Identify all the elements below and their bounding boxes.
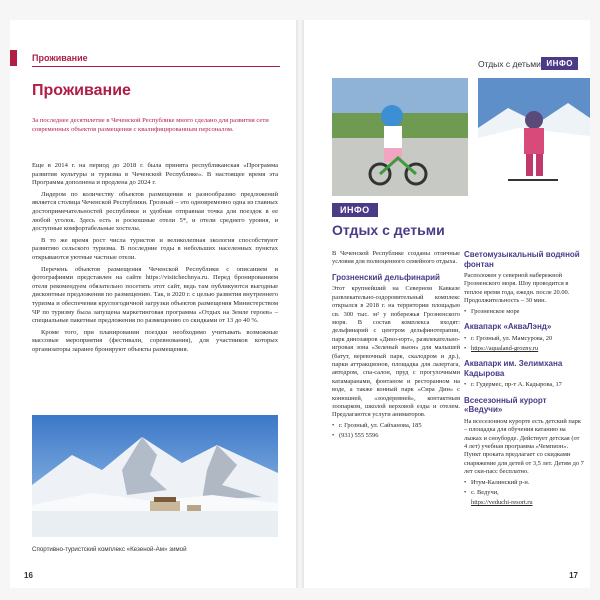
paragraph: Кроме того, при планировании поездки необходимо учитывать возможные массовые мероприятия (фестивали, соревнования), для участников которых организаторы заранее бронируют объекты размещения. [32,328,278,353]
paragraph: Перечень объектов размещения Чеченской Республики с описанием и фотографиями представлен на сайте https://visitchechnya.ru. Перед бронированием отеля рекомендуем обязательно посетить этот сайт, ведь там публикуются выгодные дисконтные предложения по размещению. Так, в 2020 г. с целью развития внутреннего туризма и обеспечения круглогодичной загрузки объектов размещения Министерством ЧР по туризму была запущена маркетинговая программа «Отдых на Земле героев» – специальные пакетные предложения по размещению со скидками от 13 до 40 %. [32,265,278,325]
address-line: • г. Грозный, ул. Мамсурова, 20 [464,335,584,343]
running-head: Отдых с детьми [478,59,541,69]
lead-paragraph: За последнее десятилетие в Чеченской Республике много сделано для развития сети современных объектов размещения с квалифицированным персоналом. [32,117,269,133]
section-tab-marker [10,50,17,66]
info-block-label: ИНФО [332,203,378,217]
book-gutter [296,20,304,588]
address-line: • с. Ведучи, [464,489,584,497]
info-tag: ИНФО [541,57,578,70]
running-head: Проживание [32,53,88,63]
address-line: • г. Гудермес, пр-т А. Кадырова, 17 [464,381,584,389]
subsection-text: Расположен у северной набережной Грозненского моря. Шоу проводится в теплое время года, ежедн. после 20.00. Продолжительность – 30 мин. [464,272,570,305]
phone-line: • (931) 555 5596 [332,432,460,440]
body-text [32,162,278,357]
website-link[interactable]: • https://aqualand-grozny.ru [464,345,584,353]
page-number: 16 [24,571,33,580]
paragraph: Еще в 2014 г. на период до 2018 г. была принята республиканская «Программа развития культуры и туризма в Чеченской Республике». В настоящее время эта Программа дополнена и продлена до 2024 г. [32,162,278,187]
column-right [464,250,584,510]
address-line: • Итум-Калинский р-н. [464,479,584,487]
child-bike-photo [332,78,468,196]
address-line: • г. Грозный, ул. Сайханова, 185 [332,422,460,430]
mountain-resort-photo [32,415,278,537]
subsection-title: Светомузыкальный водяной фонтан [464,250,580,269]
subsection-title: Грозненский дельфинарий [332,272,440,282]
page-title: Проживание [32,82,131,99]
paragraph: В то же время рост числа туристов и великолепная экология способствуют развитию сельского туризма. В последние годы в небольших населенных пунктах открываются уютные частные отели. [32,236,278,261]
subsection-title: Аквапарк «АкваЛэнд» [464,322,552,332]
page-number: 17 [569,571,578,580]
column-left [332,250,460,443]
right-page [304,20,590,588]
section-title: Отдых с детьми [332,222,445,238]
photo-caption: Спортивно-туристский комплекс «Кезеной-Ам» зимой [32,546,187,553]
subsection-text: На всесезонном курорте есть детский парк – площадка для обучения катанию на лыжах и сноуборде. Действует детская (от 4 лет) учебная программа «Чемпион». Пункт проката предлагает со скидками снаряжение для детей от 3,5 лет. Детям до 7 лет ски-пасс бесплатно. [464,417,584,476]
subsection-title: Аквапарк им. Зелимхана Кадырова [464,359,563,378]
header-rule [32,66,280,67]
website-link[interactable]: https://veduchi-resort.ru [471,499,533,507]
address-line: • Грозненское море [464,308,584,316]
subsection-title: Всесезонный курорт «Ведучи» [464,395,547,415]
paragraph: Лидером по количеству объектов размещения и разнообразию предложений является столица Чеченской Республики. Грозный – это одновременно одна из главных достопримечательностей республики и удобная отправная точка для поездок в ее любой уголок. Здесь есть и роскошные отели 5*, и отели среднего уровня, и доступные комфортабельные хостелы. [32,190,278,233]
intro-text: В Чеченской Республике созданы отличные условия для полноценного семейного отдыха. [332,250,460,266]
child-skiing-photo [478,78,590,196]
left-page [10,20,296,588]
subsection-text: Этот крупнейший на Северном Кавказе развлекательно-оздоровительный комплекс открылся в 2018 г. на территории площадью св. 300 тыс. м² у побережья Грозненского моря. В состав комплекса входят: дельфинарий с центром дельфинотерапии, парк динозавров «Дино-юрт», развлекательно-игровая зона «Зеленый вьюн» для малышей (батут, веревочный парк, скалодром и др.), парки аттракционов, площадка для лазертага, автодром, спа-салон, пруд с прогулочными катамаранами, фонтаном и ресторанном на воде, а также конный парк «Сира Дин» с конюшней, «зоодеревней», контактным зоопарком, школой верховой езды и отелем. Предлагаются услуги аниматоров. [332,285,460,419]
